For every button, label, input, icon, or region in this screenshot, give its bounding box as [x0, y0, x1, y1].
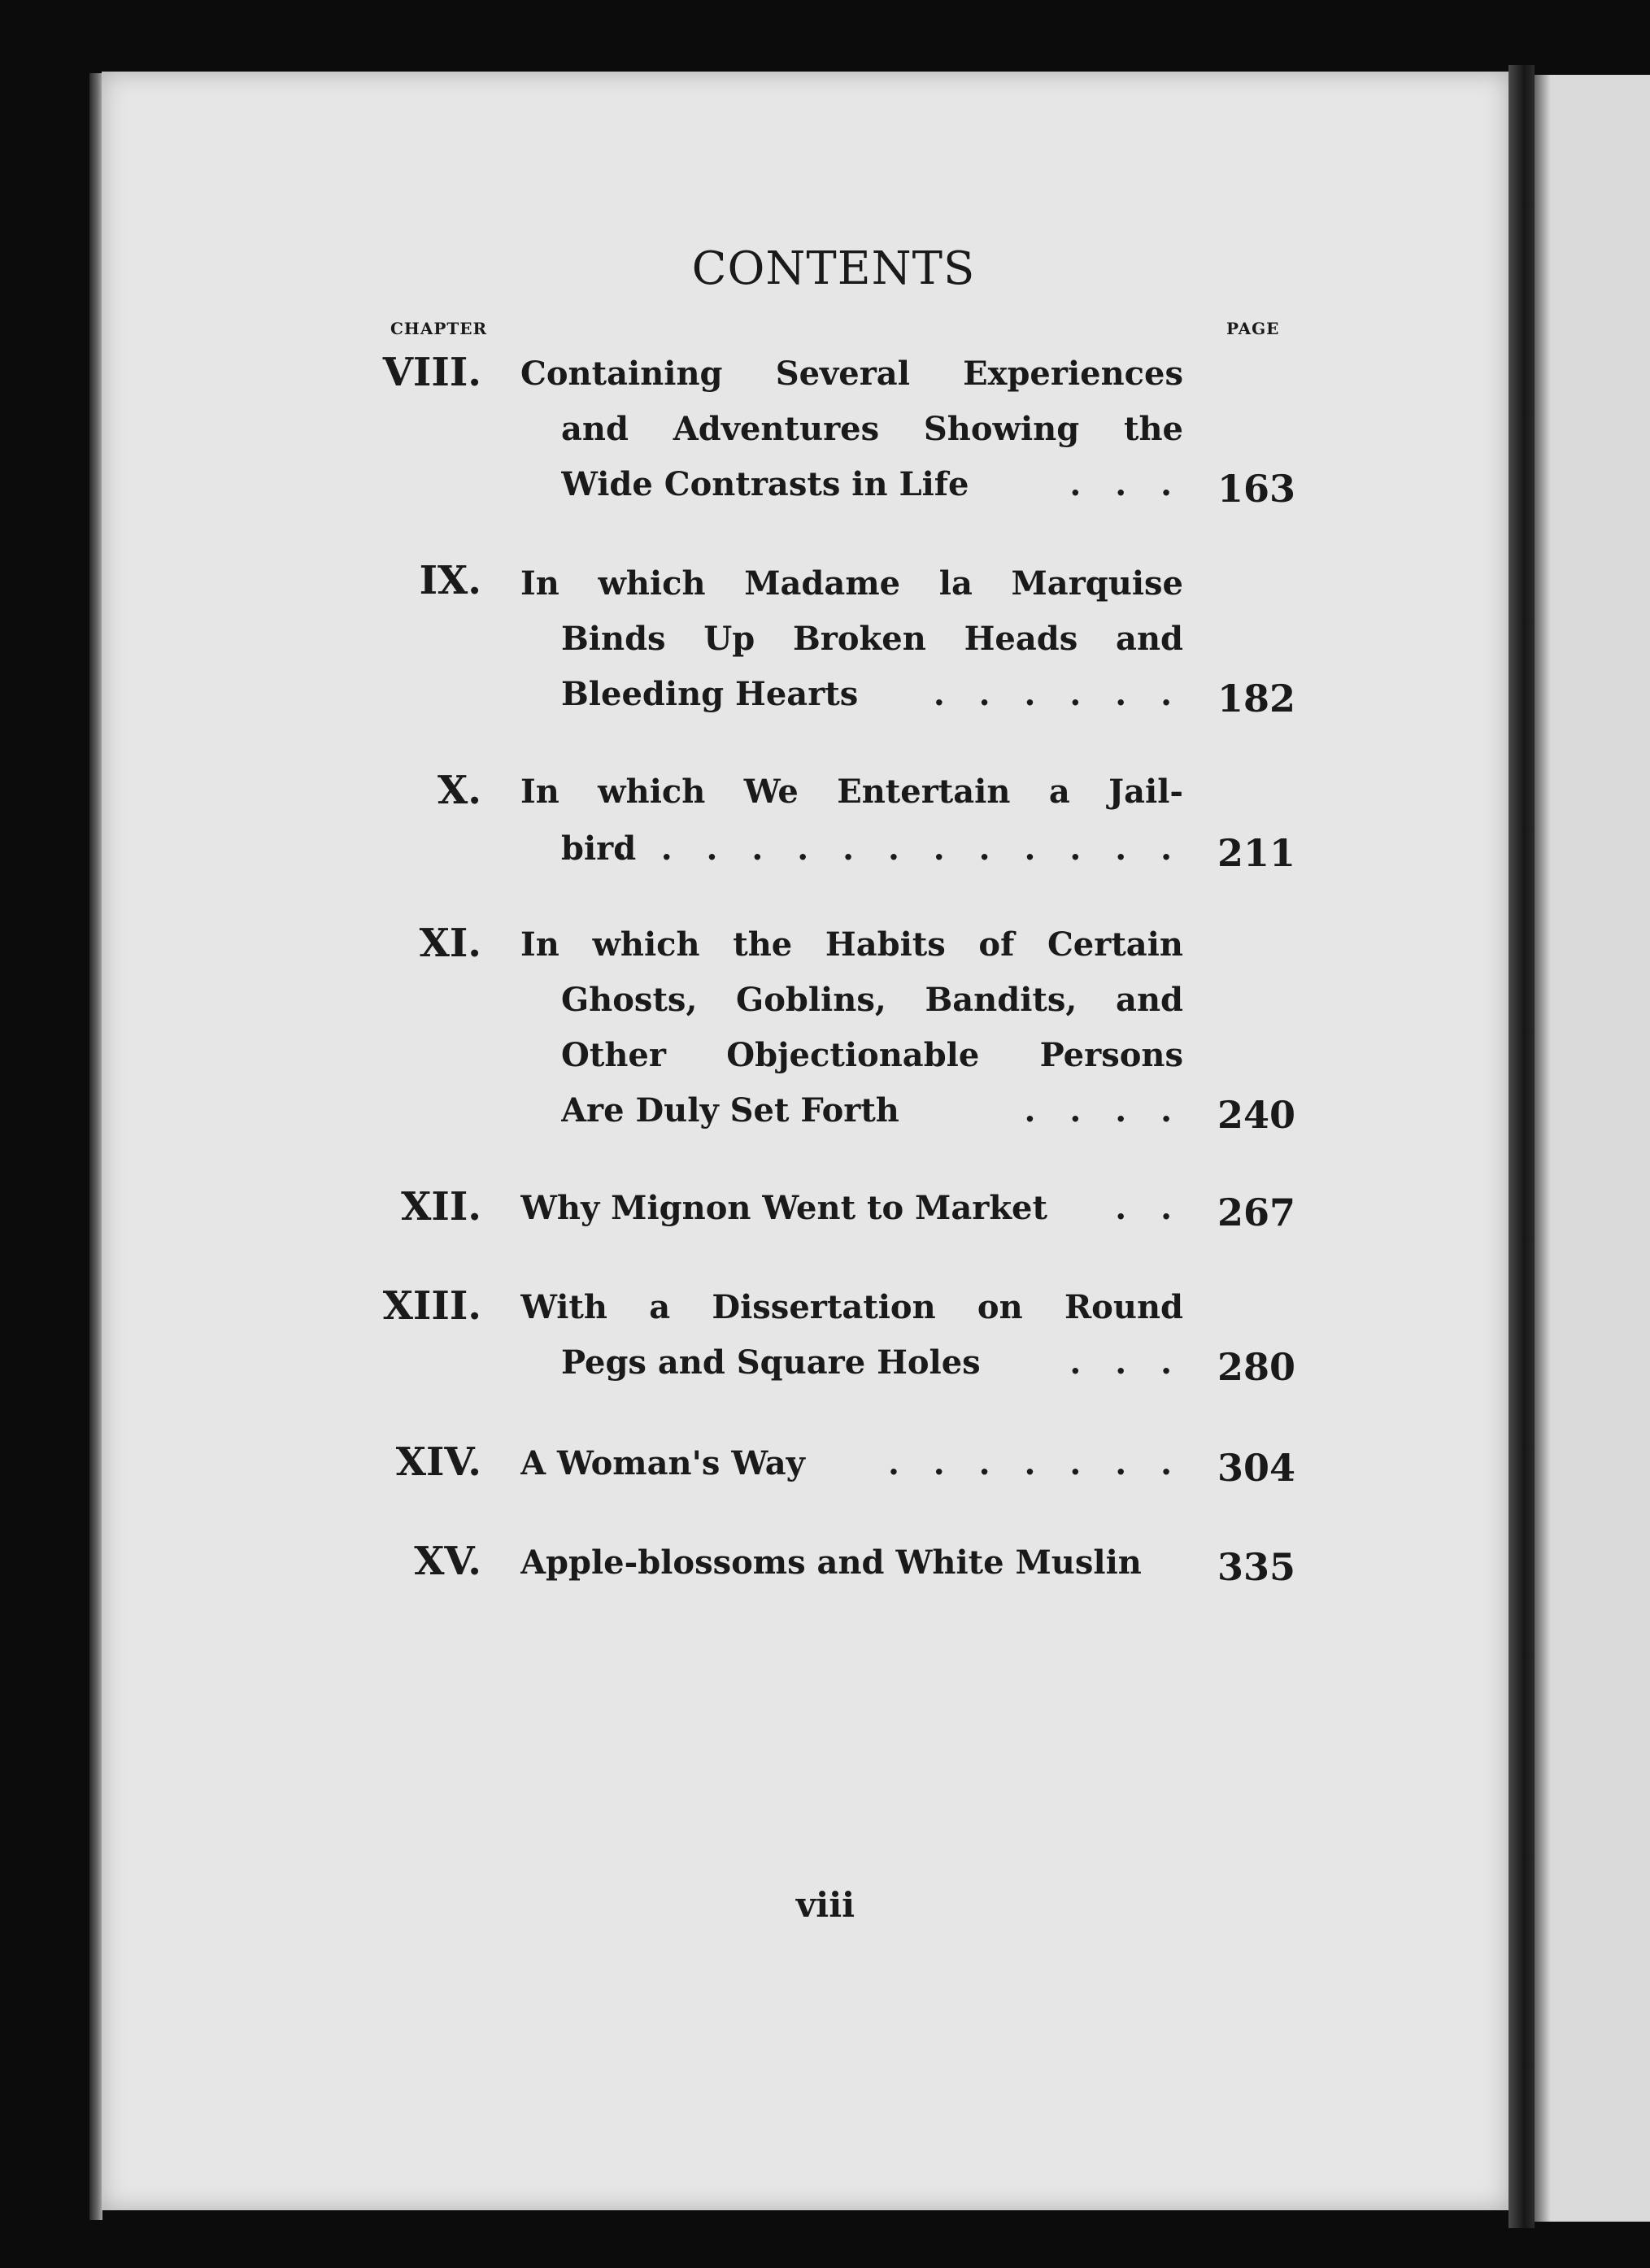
chapter-title-line: With a Dissertation on Round	[520, 1288, 1183, 1326]
chapter-number: XV.	[414, 1539, 481, 1584]
facing-page-shadow	[1535, 75, 1551, 2222]
leader-dots: . . . .	[1024, 1091, 1183, 1130]
chapter-column-label: CHAPTER	[390, 319, 488, 338]
page-number: 182	[1217, 677, 1296, 720]
leader-dots: . .	[1115, 1189, 1183, 1227]
chapter-number: IX.	[419, 558, 481, 603]
folio-page-number: viii	[795, 1885, 855, 1925]
chapter-title-line: A Woman's Way	[520, 1444, 805, 1482]
page-number: 304	[1217, 1446, 1296, 1490]
chapter-title-line: Ghosts, Goblins, Bandits, and	[561, 981, 1183, 1019]
contents-heading: CONTENTS	[691, 242, 976, 295]
chapter-title-line: Bleeding Hearts	[561, 675, 859, 713]
chapter-title-line: Wide Contrasts in Life	[561, 465, 969, 503]
chapter-title-line: Are Duly Set Forth	[561, 1091, 899, 1130]
page-number: 335	[1217, 1545, 1296, 1589]
page-number: 211	[1217, 831, 1296, 875]
leader-dots: . . . . . . . . . . . . .	[615, 829, 1183, 868]
leader-dots: . . .	[1069, 465, 1183, 503]
chapter-number: XI.	[419, 921, 481, 966]
leader-dots: . . . . . . .	[887, 1444, 1183, 1482]
chapter-title-line: Pegs and Square Holes	[561, 1343, 981, 1382]
chapter-title-line: and Adventures Showing the	[561, 410, 1183, 448]
book-spine	[1509, 65, 1535, 2228]
chapter-title-line: Apple-blossoms and White Muslin	[520, 1543, 1142, 1582]
chapter-title-line: In which We Entertain a Jail-	[520, 773, 1183, 811]
page-number: 240	[1217, 1093, 1296, 1137]
page-column-label: PAGE	[1226, 319, 1280, 338]
chapter-number: XIII.	[382, 1283, 481, 1329]
page-left-edge	[89, 73, 102, 2220]
chapter-title-line: Containing Several Experiences	[520, 355, 1183, 393]
chapter-number: XII.	[401, 1184, 481, 1230]
page-number: 267	[1217, 1191, 1296, 1234]
chapter-title-line: In which the Habits of Certain	[520, 925, 1183, 964]
chapter-title-line: Why Mignon Went to Market	[520, 1189, 1047, 1227]
chapter-title-line: bird	[561, 829, 637, 868]
chapter-title-line: Binds Up Broken Heads and	[561, 620, 1183, 658]
page-number: 280	[1217, 1345, 1296, 1389]
chapter-title-line: Other Objectionable Persons	[561, 1036, 1183, 1074]
chapter-number: VIII.	[382, 350, 481, 395]
chapter-number: X.	[438, 768, 481, 813]
chapter-title-line: In which Madame la Marquise	[520, 564, 1183, 603]
leader-dots: . . . . . .	[933, 675, 1183, 713]
chapter-number: XIV.	[395, 1439, 481, 1485]
page-number: 163	[1217, 467, 1296, 511]
facing-page	[1535, 75, 1650, 2222]
leader-dots: . . .	[1069, 1343, 1183, 1382]
